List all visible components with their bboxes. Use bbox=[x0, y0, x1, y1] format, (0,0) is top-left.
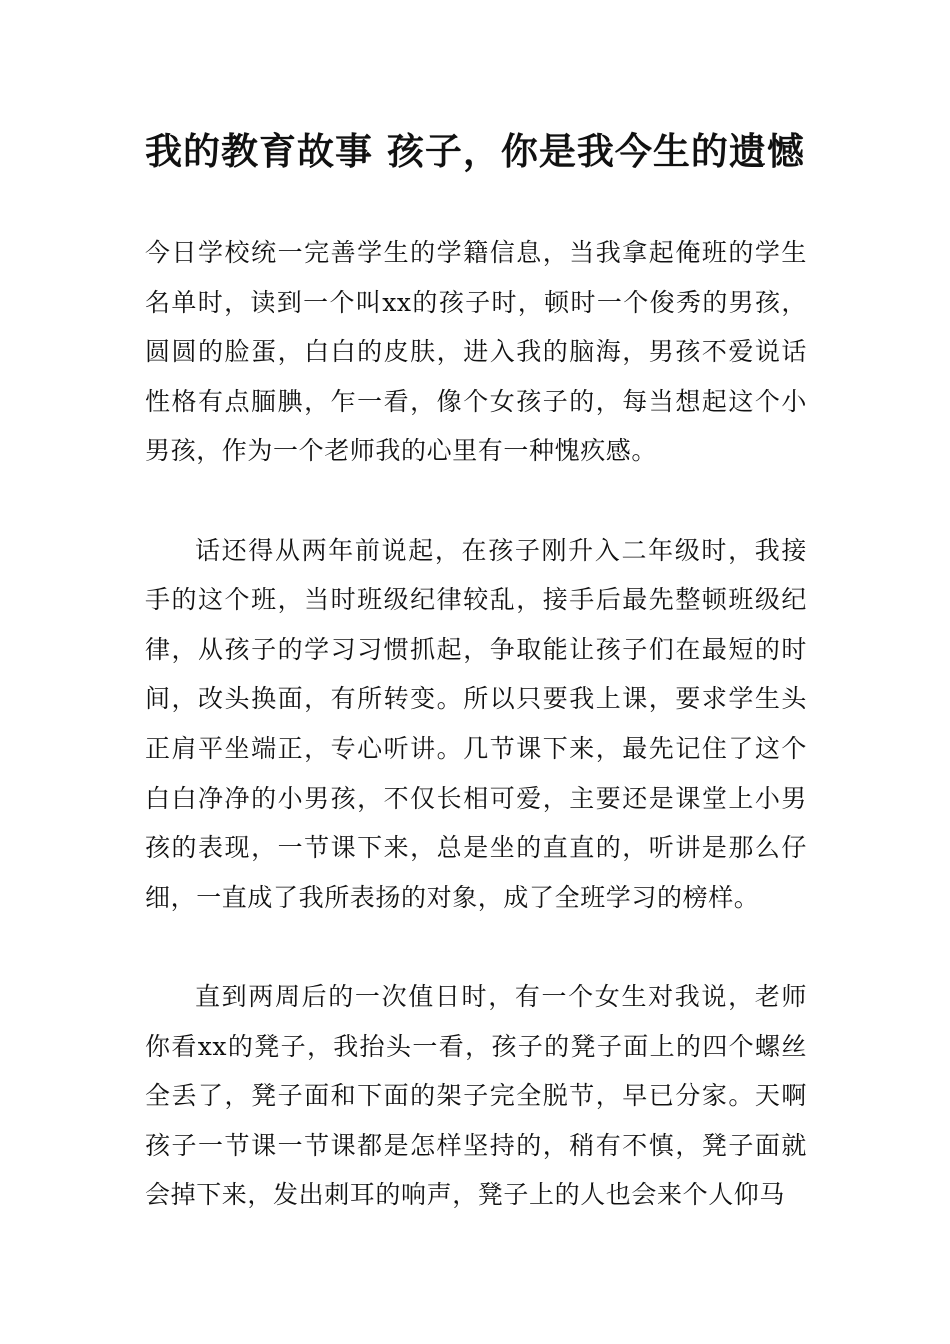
paragraph-1: 今日学校统一完善学生的学籍信息，当我拿起俺班的学生名单时，读到一个叫xx的孩子时，顿时一个俊秀的男孩，圆圆的脸蛋，白白的皮肤，进入我的脑海，男孩不爱说话性格有点腼腆，乍一看，像个女孩子的，每当想起这个小男孩，作为一个老师我的心里有一种愧疚感。 bbox=[145, 238, 807, 466]
document-title: 我的教育故事 孩子，你是我今生的遗憾 bbox=[145, 130, 805, 173]
paragraph-spacer bbox=[145, 922, 807, 972]
paragraph-spacer bbox=[145, 476, 807, 526]
document-body bbox=[145, 228, 807, 1220]
paragraph-3: 直到两周后的一次值日时，有一个女生对我说，老师你看xx的凳子，我抬头一看，孩子的凳子面上的四个螺丝全丢了，凳子面和下面的架子完全脱节，早已分家。天啊孩子一节课一节课都是怎样坚持的，稍有不慎，凳子面就会掉下来，发出刺耳的响声，凳子上的人也会来个人仰马 bbox=[145, 981, 807, 1210]
paragraph-2: 话还得从两年前说起，在孩子刚升入二年级时，我接手的这个班，当时班级纪律较乱，接手后最先整顿班级纪律，从孩子的学习习惯抓起，争取能让孩子们在最短的时间，改头换面，有所转变。所以只要我上课，要求学生头正肩平坐端正，专心听讲。几节课下来，最先记住了这个白白净净的小男孩，不仅长相可爱，主要还是课堂上小男孩的表现，一节课下来，总是坐的直直的，听讲是那么仔细，一直成了我所表扬的对象，成了全班学习的榜样。 bbox=[145, 535, 807, 912]
